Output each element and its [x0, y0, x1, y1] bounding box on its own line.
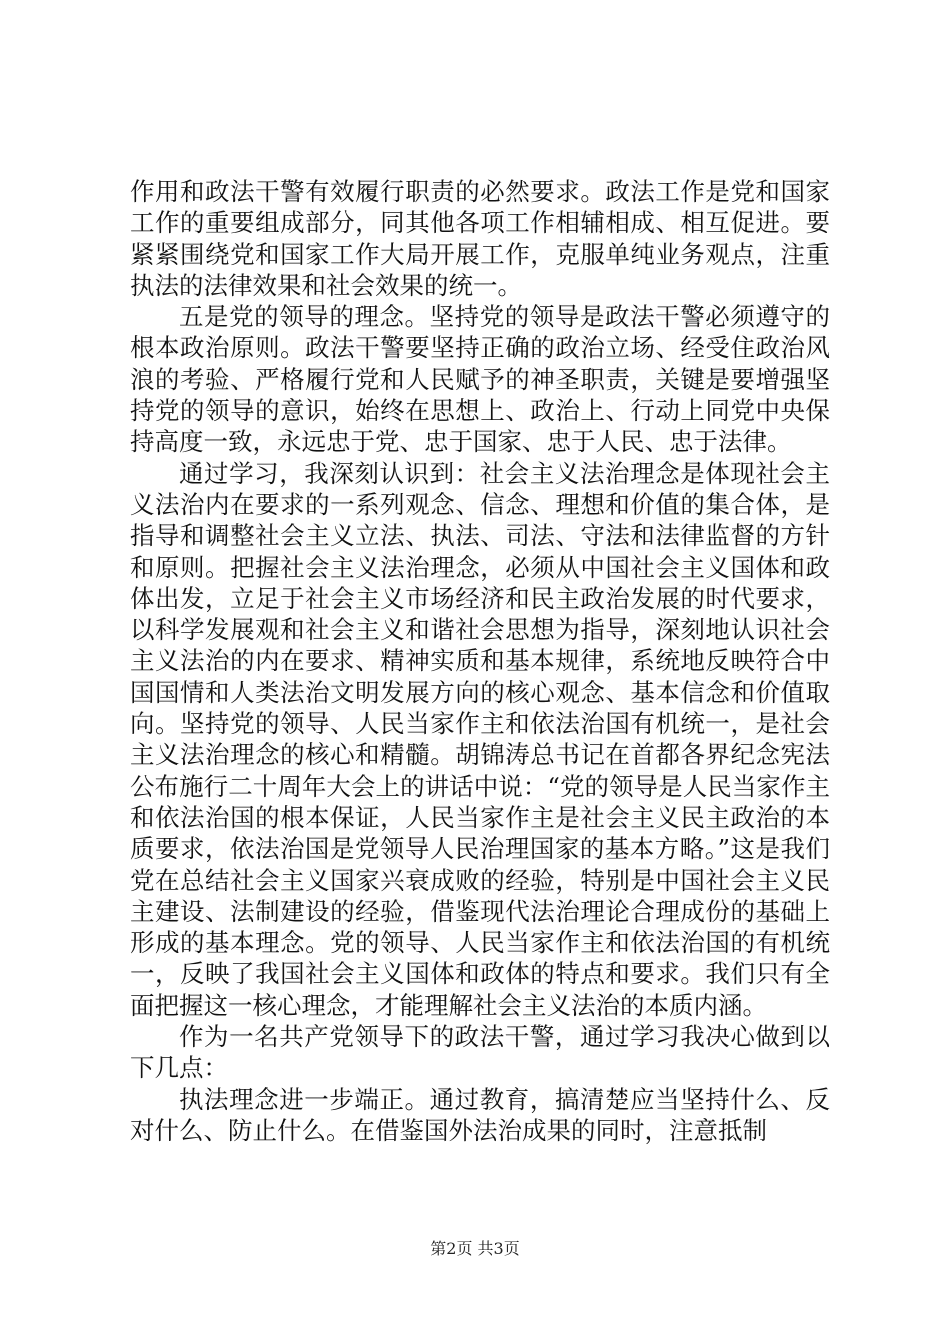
paragraph-law-enforcement-concept: 执法理念进一步端正。通过教育，搞清楚应当坚持什么、反对什么、防止什么。在借鉴国外法治成果的同时，注意抵制 [130, 1084, 830, 1145]
document-body [130, 176, 830, 1146]
paragraph-study-reflection: 通过学习，我深刻认识到：社会主义法治理念是体现社会主义法治内在要求的一系列观念、信念、理想和价值的集合体，是指导和调整社会主义立法、执法、司法、守法和法律监督的方针和原则。把握社会主义法治理念，必须从中国社会主义国体和政体出发，立足于社会主义市场经济和民主政治发展的时代要求，以科学发展观和社会主义和谐社会思想为指导，深刻地认识社会主义法治的内在要求、精神实质和基本规律，系统地反映符合中国国情和人类法治文明发展方向的核心观念、基本信念和价值取向。坚持党的领导、人民当家作主和依法治国有机统一，是社会主义法治理念的核心和精髓。胡锦涛总书记在首都各界纪念宪法公布施行二十周年大会上的讲话中说：“党的领导是人民当家作主和依法治国的根本保证，人民当家作主是社会主义民主政治的本质要求，依法治国是党领导人民治理国家的基本方略。”这是我们党在总结社会主义国家兴衰成败的经验，特别是中国社会主义民主建设、法制建设的经验，借鉴现代法治理论合理成份的基础上形成的基本理念。党的领导、人民当家作主和依法治国的有机统一，反映了我国社会主义国体和政体的特点和要求。我们只有全面把握这一核心理念，才能理解社会主义法治的本质内涵。 [130, 458, 830, 1020]
paragraph-resolution-intro: 作为一名共产党领导下的政法干警，通过学习我决心做到以下几点： [130, 1022, 830, 1083]
page-footer: 第2页 共3页 [430, 1239, 520, 1258]
paragraph-continuation: 作用和政法干警有效履行职责的必然要求。政法工作是党和国家工作的重要组成部分，同其他各项工作相辅相成、相互促进。要紧紧围绕党和国家工作大局开展工作，克服单纯业务观点，注重执法的法律效果和社会效果的统一。 [130, 177, 830, 300]
paragraph-party-leadership: 五是党的领导的理念。坚持党的领导是政法干警必须遵守的根本政治原则。政法干警要坚持正确的政治立场、经受住政治风浪的考验、严格履行党和人民赋予的神圣职责，关键是要增强坚持党的领导的意识，始终在思想上、政治上、行动上同党中央保持高度一致，永远忠于党、忠于国家、忠于人民、忠于法律。 [130, 302, 830, 457]
